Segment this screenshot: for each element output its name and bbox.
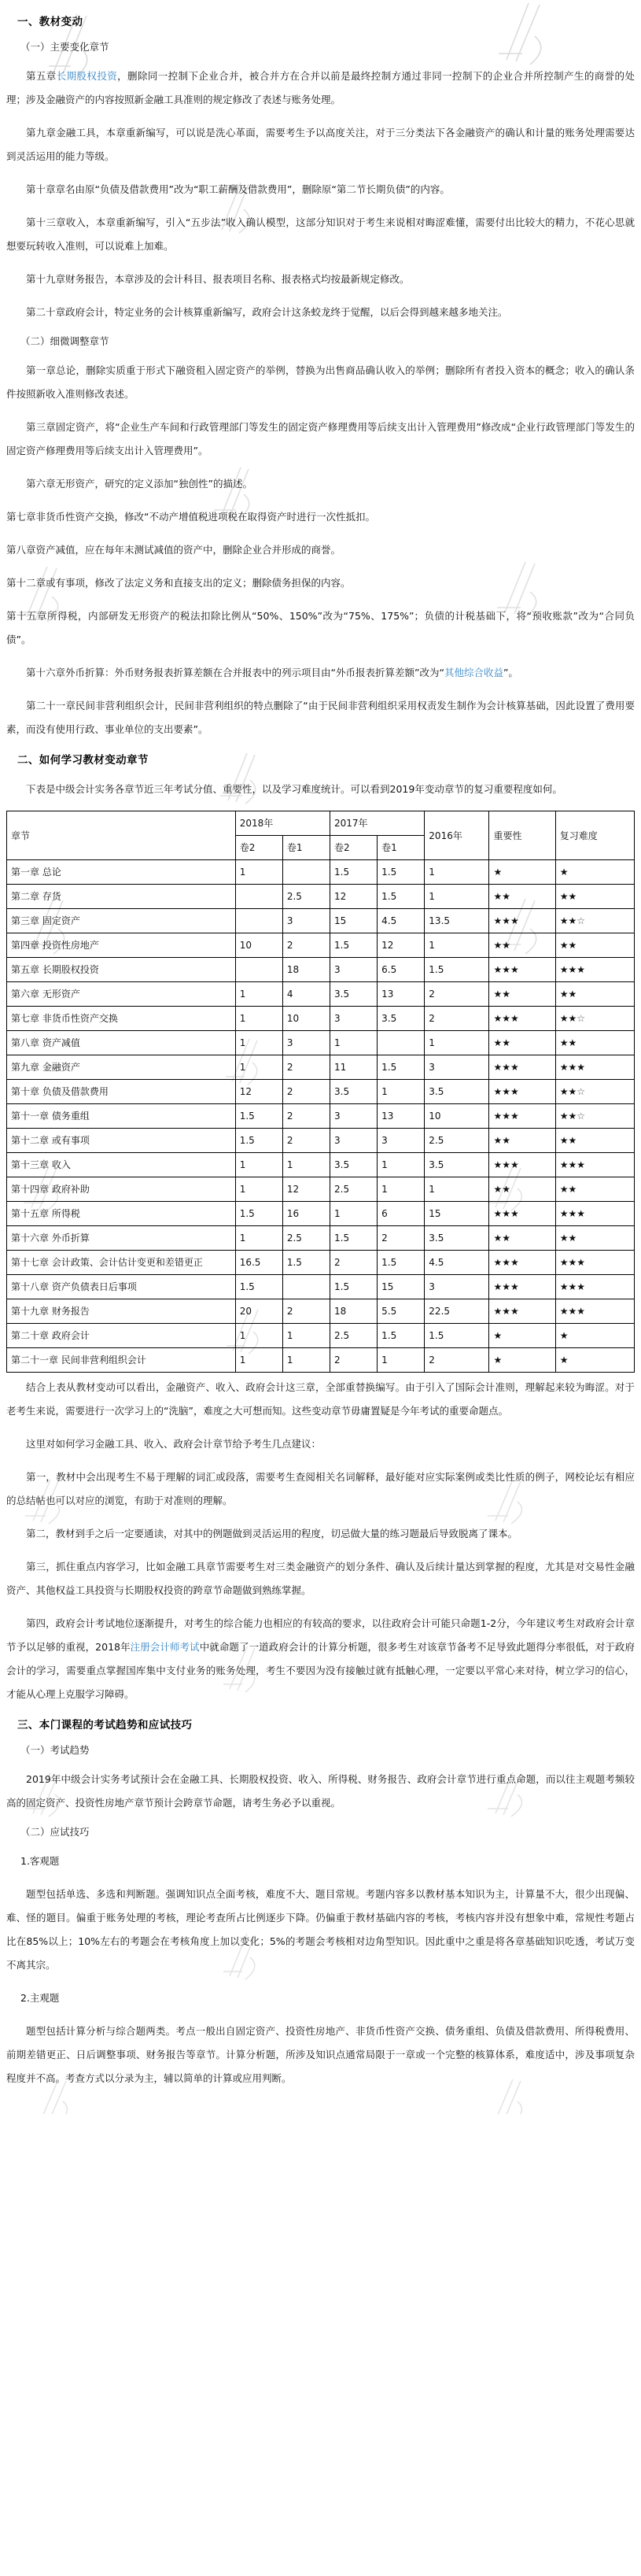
paragraph-chapter-12: 第十二章或有事项，修改了法定义务和直接支出的定义；删除债务担保的内容。 bbox=[6, 577, 351, 589]
td-difficulty: ★★☆ bbox=[555, 1080, 634, 1104]
paragraph-chapter-21: 第二十一章民间非营利组织会计，民间非营利组织的特点删除了“由于民间非营利组织采用权责发生制作为会计核算基础，因此设置了费用要素，而没有使用行政、事业单位的支出要素”。 bbox=[6, 700, 635, 735]
table-row bbox=[7, 1129, 635, 1153]
td-2016: 2.5 bbox=[425, 1129, 489, 1153]
paragraph-chapter-13: 第十三章收入，本章重新编写，引入“五步法”收入确认模型，这部分知识对于考生来说相对晦涩难懂，需要付出比较大的精力，不花心思就想要玩转收入准则，可以说难上加难。 bbox=[6, 216, 635, 252]
td-2017-paper1: 15 bbox=[378, 1275, 425, 1299]
td-2018-paper2: 1 bbox=[235, 1007, 282, 1031]
td-2018-paper2: 1 bbox=[235, 1153, 282, 1177]
td-2018-paper2: 1 bbox=[235, 1348, 282, 1373]
table-row bbox=[7, 860, 635, 885]
td-2017-paper2: 3 bbox=[330, 958, 378, 982]
th-year-2016: 2016年 bbox=[425, 811, 489, 860]
td-chapter: 第十三章 收入 bbox=[7, 1153, 236, 1177]
td-difficulty: ★★★ bbox=[555, 1153, 634, 1177]
td-importance: ★★ bbox=[489, 933, 555, 958]
paragraph-chapter-20: 第二十章政府会计，特定业务的会计核算重新编写，政府会计这条蛟龙终于觉醒，以后会得到越来越多地关注。 bbox=[26, 306, 508, 318]
table-row bbox=[7, 958, 635, 982]
td-2017-paper2: 18 bbox=[330, 1299, 378, 1324]
td-2018-paper2: 1.5 bbox=[235, 1104, 282, 1129]
td-2016: 1 bbox=[425, 860, 489, 885]
td-difficulty: ★★☆ bbox=[555, 1007, 634, 1031]
td-2017-paper2: 12 bbox=[330, 885, 378, 909]
td-importance: ★★★ bbox=[489, 1104, 555, 1129]
td-2018-paper2: 1 bbox=[235, 1031, 282, 1055]
td-2016: 2 bbox=[425, 1007, 489, 1031]
table-row bbox=[7, 1055, 635, 1080]
table-body bbox=[7, 860, 635, 1373]
td-difficulty: ★ bbox=[555, 860, 634, 885]
td-2017-paper2: 2.5 bbox=[330, 1177, 378, 1202]
td-2017-paper1: 5.5 bbox=[378, 1299, 425, 1324]
td-difficulty: ★ bbox=[555, 1348, 634, 1373]
td-2018-paper1: 16 bbox=[282, 1202, 330, 1226]
th-importance: 重要性 bbox=[489, 811, 555, 860]
table-row bbox=[7, 1226, 635, 1251]
td-2018-paper2 bbox=[235, 958, 282, 982]
td-chapter: 第七章 非货币性资产交换 bbox=[7, 1007, 236, 1031]
td-chapter: 第十八章 资产负债表日后事项 bbox=[7, 1275, 236, 1299]
td-2017-paper1: 1.5 bbox=[378, 860, 425, 885]
td-chapter: 第二章 存货 bbox=[7, 885, 236, 909]
subsection-heading-1-2: （二）细微调整章节 bbox=[20, 335, 109, 347]
section-heading-2: 二、如何学习教材变动章节 bbox=[17, 754, 149, 767]
td-2018-paper2: 1.5 bbox=[235, 1129, 282, 1153]
td-2016: 3.5 bbox=[425, 1153, 489, 1177]
td-2018-paper1: 2 bbox=[282, 1055, 330, 1080]
exam-statistics-table bbox=[6, 811, 635, 1373]
td-importance: ★★★ bbox=[489, 1202, 555, 1226]
paragraph-chapter-15: 第十五章所得税，内部研发无形资产的税法扣除比例从“50%、150%”改为“75%、175%”；负债的计税基础下，将“预收账款”改为“合同负债”。 bbox=[6, 610, 635, 645]
td-2018-paper1: 4 bbox=[282, 982, 330, 1007]
td-2017-paper1: 3.5 bbox=[378, 1007, 425, 1031]
paragraph-chapter-19: 第十九章财务报告，本章涉及的会计科目、报表项目名称、报表格式均按最新规定修改。 bbox=[26, 273, 410, 285]
td-difficulty: ★★★ bbox=[555, 958, 634, 982]
td-2018-paper2: 12 bbox=[235, 1080, 282, 1104]
td-2017-paper1: 13 bbox=[378, 1104, 425, 1129]
paragraph-after-table: 结合上表从教材变动可以看出，金融资产、收入、政府会计这三章，全部重替换编写。由于引入了国际会计准则，理解起来较为晦涩。对于老考生来说，需要进行一次学习上的“洗脑”，难度之大可想而知。这些变动章节毋庸置疑是今年考试的重要命题点。 bbox=[6, 1381, 635, 1417]
table-row bbox=[7, 1324, 635, 1348]
td-difficulty: ★★★ bbox=[555, 1299, 634, 1324]
td-importance: ★★★ bbox=[489, 1153, 555, 1177]
section-heading-1: 一、教材变动 bbox=[17, 16, 83, 28]
td-2016: 3.5 bbox=[425, 1226, 489, 1251]
td-difficulty: ★★ bbox=[555, 1129, 634, 1153]
link-cpa-exam[interactable]: 注册会计师考试 bbox=[130, 1641, 200, 1653]
paragraph-chapter-8: 第八章资产减值，应在每年末测试减值的资产中，删除企业合并形成的商誉。 bbox=[6, 544, 341, 556]
td-chapter: 第一章 总论 bbox=[7, 860, 236, 885]
paragraph-chapter-5 bbox=[6, 65, 635, 112]
chapter5-prefix: 第五章 bbox=[26, 70, 57, 82]
td-importance: ★★★ bbox=[489, 1251, 555, 1275]
td-2016: 15 bbox=[425, 1202, 489, 1226]
td-2017-paper1: 6.5 bbox=[378, 958, 425, 982]
td-2018-paper1: 2 bbox=[282, 933, 330, 958]
td-chapter: 第九章 金融资产 bbox=[7, 1055, 236, 1080]
table-row bbox=[7, 1202, 635, 1226]
td-2017-paper1: 3 bbox=[378, 1129, 425, 1153]
td-importance: ★★★ bbox=[489, 1275, 555, 1299]
td-2017-paper1: 13 bbox=[378, 982, 425, 1007]
td-2018-paper2: 1 bbox=[235, 1055, 282, 1080]
td-2017-paper2: 2.5 bbox=[330, 1324, 378, 1348]
chapter16-suffix: ”。 bbox=[503, 667, 518, 678]
table-row bbox=[7, 1080, 635, 1104]
td-2018-paper1: 1 bbox=[282, 1348, 330, 1373]
td-difficulty: ★★☆ bbox=[555, 1104, 634, 1129]
td-2016: 1 bbox=[425, 1031, 489, 1055]
link-long-term-equity-investment[interactable]: 长期股权投资 bbox=[56, 70, 118, 82]
td-2018-paper2: 16.5 bbox=[235, 1251, 282, 1275]
td-2018-paper2: 20 bbox=[235, 1299, 282, 1324]
td-chapter: 第十章 负债及借款费用 bbox=[7, 1080, 236, 1104]
td-2017-paper2: 3.5 bbox=[330, 982, 378, 1007]
td-chapter: 第二十一章 民间非营利组织会计 bbox=[7, 1348, 236, 1373]
td-difficulty: ★★ bbox=[555, 885, 634, 909]
td-chapter: 第十五章 所得税 bbox=[7, 1202, 236, 1226]
td-2018-paper2: 1.5 bbox=[235, 1202, 282, 1226]
td-2017-paper2: 15 bbox=[330, 909, 378, 933]
td-2017-paper2: 2 bbox=[330, 1348, 378, 1373]
td-2017-paper2: 3.5 bbox=[330, 1080, 378, 1104]
advice4-prefix: 第四，政府会计考试地位逐渐提升，对考生的综合能力也相应的有较高的要求，以往政府会计可能只命题1-2分，今年建议考生对政府会计章节予以足够的重视，2018年 bbox=[6, 1617, 635, 1653]
td-importance: ★★★ bbox=[489, 1299, 555, 1324]
td-importance: ★ bbox=[489, 1324, 555, 1348]
chapter16-prefix: 第十六章外币折算：外币财务报表折算差额在合并报表中的列示项目由“外币报表折算差额”改为“ bbox=[26, 667, 444, 678]
td-2017-paper2: 3 bbox=[330, 1104, 378, 1129]
paragraph-exam-trend: 2019年中级会计实务考试预计会在金融工具、长期股权投资、收入、所得税、财务报告、政府会计章节进行重点命题，而以往主观题考频较高的固定资产、投资性房地产章节预计会跨章节命题，请考生务必予以重视。 bbox=[6, 1773, 635, 1809]
subsection-heading-3-1: （一）考试趋势 bbox=[20, 1744, 90, 1756]
td-2017-paper2: 1.5 bbox=[330, 1226, 378, 1251]
table-head bbox=[7, 811, 635, 860]
paragraph-chapter-7: 第七章非货币性资产交换，修改“不动产增值税进项税在取得资产时进行一次性抵扣。 bbox=[6, 511, 375, 523]
td-2017-paper2: 1.5 bbox=[330, 860, 378, 885]
td-importance: ★ bbox=[489, 1348, 555, 1373]
td-chapter: 第五章 长期股权投资 bbox=[7, 958, 236, 982]
td-2017-paper1: 12 bbox=[378, 933, 425, 958]
td-2018-paper2: 1.5 bbox=[235, 1275, 282, 1299]
paragraph-chapter-3: 第三章固定资产，将“企业生产车间和行政管理部门等发生的固定资产修理费用等后续支出计入管理费用”修改成“企业行政管理部门等发生的固定资产修理费用等后续支出计入管理费用”。 bbox=[6, 421, 635, 456]
td-importance: ★★ bbox=[489, 1226, 555, 1251]
td-difficulty: ★★ bbox=[555, 1031, 634, 1055]
th-year-2017: 2017年 bbox=[330, 811, 425, 836]
table-row bbox=[7, 982, 635, 1007]
td-chapter: 第八章 资产减值 bbox=[7, 1031, 236, 1055]
label-subjective-questions: 2.主观题 bbox=[20, 1992, 60, 2004]
document-content bbox=[6, 13, 635, 2090]
paragraph-chapter-9: 第九章金融工具，本章重新编写，可以说是洗心革面，需要考生予以高度关注，对于三分类法下各金融资产的确认和计量的账务处理需要达到灵活运用的能力等级。 bbox=[6, 127, 635, 162]
paragraph-chapter-1: 第一章总论，删除实质重于形式下融资租入固定资产的举例，替换为出售商品确认收入的举例；删除所有者投入资本的概念；收入的确认条件按照新收入准则修改表述。 bbox=[6, 364, 635, 400]
td-2016: 3.5 bbox=[425, 1080, 489, 1104]
td-chapter: 第二十章 政府会计 bbox=[7, 1324, 236, 1348]
td-2017-paper1: 1.5 bbox=[378, 1251, 425, 1275]
td-2017-paper2: 1 bbox=[330, 1031, 378, 1055]
paragraph-advice-1: 第一，教材中会出现考生不易于理解的词汇或段落，需要考生查阅相关名词解释，最好能对应实际案例或类比性质的例子，网校论坛有相应的总结帖也可以对应的浏览，有助于对准则的理解。 bbox=[6, 1471, 635, 1506]
th-2018-paper1: 卷1 bbox=[282, 836, 330, 860]
td-importance: ★★★ bbox=[489, 1007, 555, 1031]
td-2017-paper1: 1 bbox=[378, 1080, 425, 1104]
td-2017-paper1: 1 bbox=[378, 1177, 425, 1202]
td-2016: 3 bbox=[425, 1055, 489, 1080]
td-2017-paper1: 1.5 bbox=[378, 1324, 425, 1348]
paragraph-objective-questions: 题型包括单选、多选和判断题。强调知识点全面考核，难度不大、题目常规。考题内容多以教材基本知识为主，计算量不大，很少出现偏、难、怪的题目。偏重于账务处理的考核，理论考查所占比例逐步下降。仍偏重于教材基础内容的考核，考核内容并没有想象中难，常规性考题占比在85%以上；10%左右的考题会在考核角度上加以变化；5%的考题会考核相对边角型知识。因此重中之重是将各章基础知识吃透，考试万变不离其宗。 bbox=[6, 1888, 635, 1971]
table-row bbox=[7, 1031, 635, 1055]
th-2018-paper2: 卷2 bbox=[235, 836, 282, 860]
td-2018-paper1 bbox=[282, 1275, 330, 1299]
table-row bbox=[7, 1275, 635, 1299]
td-2018-paper1: 1.5 bbox=[282, 1251, 330, 1275]
th-year-2018: 2018年 bbox=[235, 811, 330, 836]
table-row bbox=[7, 1007, 635, 1031]
paragraph-chapter-6: 第六章无形资产，研究的定义添加“独创性”的描述。 bbox=[26, 478, 252, 490]
table-row bbox=[7, 1251, 635, 1275]
td-importance: ★★ bbox=[489, 885, 555, 909]
paragraph-chapter-10: 第十章章名由原“负债及借款费用”改为“职工薪酬及借款费用”，删除原“第二节长期负债”的内容。 bbox=[26, 183, 450, 195]
td-2017-paper1: 4.5 bbox=[378, 909, 425, 933]
td-2018-paper1: 12 bbox=[282, 1177, 330, 1202]
td-difficulty: ★★ bbox=[555, 1177, 634, 1202]
td-2017-paper2: 3 bbox=[330, 1007, 378, 1031]
td-importance: ★★★ bbox=[489, 958, 555, 982]
td-2018-paper1: 1 bbox=[282, 1153, 330, 1177]
link-other-comprehensive-income[interactable]: 其他综合收益 bbox=[444, 667, 503, 678]
td-2017-paper2: 3.5 bbox=[330, 1153, 378, 1177]
td-2018-paper2 bbox=[235, 909, 282, 933]
td-2017-paper2: 1.5 bbox=[330, 933, 378, 958]
td-2018-paper2: 1 bbox=[235, 1324, 282, 1348]
td-2018-paper1: 2.5 bbox=[282, 885, 330, 909]
td-2017-paper2: 3 bbox=[330, 1129, 378, 1153]
td-chapter: 第十二章 或有事项 bbox=[7, 1129, 236, 1153]
td-2018-paper1: 3 bbox=[282, 909, 330, 933]
td-importance: ★★★ bbox=[489, 909, 555, 933]
td-2018-paper1: 3 bbox=[282, 1031, 330, 1055]
td-chapter: 第四章 投资性房地产 bbox=[7, 933, 236, 958]
td-2016: 10 bbox=[425, 1104, 489, 1129]
td-chapter: 第十一章 债务重组 bbox=[7, 1104, 236, 1129]
table-row bbox=[7, 909, 635, 933]
table-row bbox=[7, 1177, 635, 1202]
table-row bbox=[7, 885, 635, 909]
td-2018-paper2: 1 bbox=[235, 1226, 282, 1251]
td-2017-paper1 bbox=[378, 1031, 425, 1055]
td-2017-paper2: 2 bbox=[330, 1251, 378, 1275]
table-header-row-1 bbox=[7, 811, 635, 836]
td-2018-paper2: 1 bbox=[235, 1177, 282, 1202]
td-2018-paper2: 1 bbox=[235, 860, 282, 885]
td-2016: 1.5 bbox=[425, 958, 489, 982]
td-difficulty: ★ bbox=[555, 1324, 634, 1348]
label-objective-questions: 1.客观题 bbox=[20, 1855, 60, 1867]
paragraph-advice-2: 第二，教材到手之后一定要通读，对其中的例题做到灵活运用的程度，切忌做大量的练习题最后导致脱离了课本。 bbox=[26, 1528, 518, 1539]
th-chapter: 章节 bbox=[7, 811, 236, 860]
td-2018-paper1: 2 bbox=[282, 1299, 330, 1324]
advice4-suffix: 中就命题了一道政府会计的计算分析题，很多考生对该章节备考不足导致此题得分率很低，对于政府会计的学习，需要重点掌握国库集中支付业务的账务处理，考生不要因为没有接触过就有抵触心理，一定要以平常心来对待，树立学习的信心，才能从心理上克服学习障碍。 bbox=[6, 1641, 635, 1700]
table-row bbox=[7, 1153, 635, 1177]
td-2018-paper1: 2 bbox=[282, 1080, 330, 1104]
td-2017-paper1: 1 bbox=[378, 1348, 425, 1373]
td-2018-paper2 bbox=[235, 885, 282, 909]
td-2018-paper2: 1 bbox=[235, 982, 282, 1007]
td-difficulty: ★★★ bbox=[555, 1202, 634, 1226]
chapter5-suffix: ，删除同一控制下企业合并，被合并方在合并以前是最终控制方通过非同一控制下的企业合并所控制产生的商誉的处理；涉及金融资产的内容按照新金融工具准则的规定修改了表述与账务处理。 bbox=[6, 70, 635, 105]
td-2016: 1 bbox=[425, 885, 489, 909]
td-2016: 4.5 bbox=[425, 1251, 489, 1275]
td-2018-paper1: 2 bbox=[282, 1104, 330, 1129]
td-importance: ★ bbox=[489, 860, 555, 885]
td-2016: 2 bbox=[425, 1348, 489, 1373]
td-importance: ★★★ bbox=[489, 1055, 555, 1080]
td-2018-paper2: 10 bbox=[235, 933, 282, 958]
td-chapter: 第十九章 财务报告 bbox=[7, 1299, 236, 1324]
td-2017-paper1: 1 bbox=[378, 1153, 425, 1177]
td-2017-paper2: 11 bbox=[330, 1055, 378, 1080]
td-2018-paper1: 2.5 bbox=[282, 1226, 330, 1251]
td-2016: 1.5 bbox=[425, 1324, 489, 1348]
th-2017-paper1: 卷1 bbox=[378, 836, 425, 860]
subsection-heading-3-2: （二）应试技巧 bbox=[20, 1826, 90, 1838]
td-difficulty: ★★ bbox=[555, 1226, 634, 1251]
td-2018-paper1: 1 bbox=[282, 1324, 330, 1348]
td-2016: 13.5 bbox=[425, 909, 489, 933]
td-2017-paper2: 1 bbox=[330, 1202, 378, 1226]
td-2016: 1 bbox=[425, 1177, 489, 1202]
td-difficulty: ★★ bbox=[555, 982, 634, 1007]
td-2017-paper2: 1.5 bbox=[330, 1275, 378, 1299]
td-difficulty: ★★ bbox=[555, 933, 634, 958]
td-chapter: 第十六章 外币折算 bbox=[7, 1226, 236, 1251]
td-2017-paper1: 1.5 bbox=[378, 885, 425, 909]
table-row bbox=[7, 1104, 635, 1129]
paragraph-subjective-questions: 题型包括计算分析与综合题两类。考点一般出自固定资产、投资性房地产、非货币性资产交换、债务重组、负债及借款费用、所得税费用、前期差错更正、日后调整事项、财务报告等章节。计算分析题，所涉及知识点通常局限于一章或一个完整的核算体系，难度适中，涉及事项复杂程度并不高。考查方式以分录为主，辅以简单的计算或应用判断。 bbox=[6, 2025, 635, 2084]
td-2016: 22.5 bbox=[425, 1299, 489, 1324]
td-difficulty: ★★★ bbox=[555, 1251, 634, 1275]
td-chapter: 第十七章 会计政策、会计估计变更和差错更正 bbox=[7, 1251, 236, 1275]
table-row bbox=[7, 1299, 635, 1324]
td-2017-paper1: 1.5 bbox=[378, 1055, 425, 1080]
td-difficulty: ★★★ bbox=[555, 1055, 634, 1080]
th-difficulty: 复习难度 bbox=[555, 811, 634, 860]
td-importance: ★★ bbox=[489, 1031, 555, 1055]
paragraph-advice-intro: 这里对如何学习金融工具、收入、政府会计章节给予考生几点建议： bbox=[26, 1438, 322, 1450]
td-chapter: 第六章 无形资产 bbox=[7, 982, 236, 1007]
paragraph-advice-4 bbox=[6, 1612, 635, 1706]
td-2018-paper1 bbox=[282, 860, 330, 885]
paragraph-table-intro: 下表是中级会计实务各章节近三年考试分值、重要性，以及学习难度统计。可以看到2019年变动章节的复习重要程度如何。 bbox=[26, 783, 562, 795]
td-importance: ★★★ bbox=[489, 1080, 555, 1104]
paragraph-chapter-16 bbox=[6, 661, 635, 685]
section-heading-3: 三、本门课程的考试趋势和应试技巧 bbox=[17, 1719, 193, 1732]
table-row bbox=[7, 933, 635, 958]
td-2017-paper1: 2 bbox=[378, 1226, 425, 1251]
td-difficulty: ★★☆ bbox=[555, 909, 634, 933]
th-2017-paper2: 卷2 bbox=[330, 836, 378, 860]
td-importance: ★★ bbox=[489, 1129, 555, 1153]
subsection-heading-1-1: （一）主要变化章节 bbox=[20, 41, 109, 53]
td-2016: 3 bbox=[425, 1275, 489, 1299]
td-2018-paper1: 2 bbox=[282, 1129, 330, 1153]
td-2018-paper1: 18 bbox=[282, 958, 330, 982]
paragraph-advice-3: 第三，抓住重点内容学习，比如金融工具章节需要考生对三类金融资产的划分条件、确认及后续计量达到掌握的程度，尤其是对交易性金融资产、其他权益工具投资与长期股权投资的跨章节命题做到熟练掌握。 bbox=[6, 1561, 635, 1596]
td-2018-paper1: 10 bbox=[282, 1007, 330, 1031]
td-importance: ★★ bbox=[489, 982, 555, 1007]
td-2017-paper1: 6 bbox=[378, 1202, 425, 1226]
td-2016: 1 bbox=[425, 933, 489, 958]
td-2016: 2 bbox=[425, 982, 489, 1007]
table-row bbox=[7, 1348, 635, 1373]
td-chapter: 第十四章 政府补助 bbox=[7, 1177, 236, 1202]
td-chapter: 第三章 固定资产 bbox=[7, 909, 236, 933]
td-importance: ★★ bbox=[489, 1177, 555, 1202]
td-difficulty: ★★★ bbox=[555, 1275, 634, 1299]
